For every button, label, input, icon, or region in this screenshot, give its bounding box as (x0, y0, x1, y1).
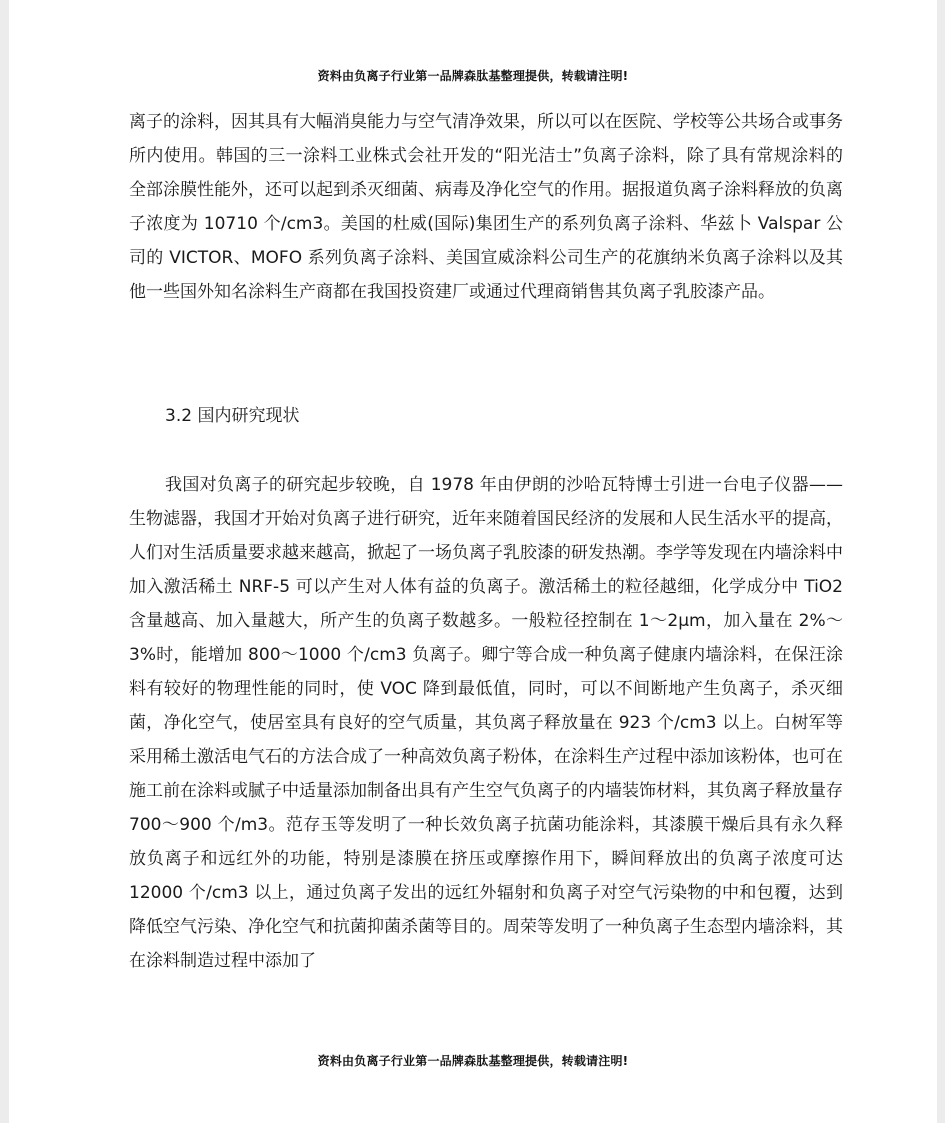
page-header: 资料由负离子行业第一品牌森肽基整理提供，转载请注明! (317, 69, 629, 83)
paragraph-continuation (129, 105, 843, 309)
page-footer: 资料由负离子行业第一品牌森肽基整理提供，转载请注明! (317, 1054, 629, 1068)
paragraph-text: 我国对负离子的研究起步较晚，自 1978 年由伊朗的沙哈瓦特博士引进一台电子仪器——生物滤器，我国才开始对负离子进行研究，近年来随着国民经济的发展和人民生活水平的提高，人们对生活质量要求越来越高，掀起了一场负离子乳胶漆的研发热潮。李学等发现在内墙涂料中加入激活稀土 NRF-5 可以产生对人体有益的负离子。激活稀土的粒径越细，化学成分中 TiO2 含量越高、加入量越大，所产生的负离子数越多。一般粒径控制在 1～2μm，加入量在 2%～3%时，能增加 800～1000 个/cm3 负离子。卿宁等合成一种负离子健康内墙涂料，在保汪涂料有较好的物理性能的同时，使 VOC 降到最低值，同时，可以不间断地产生负离子，杀灭细菌，净化空气，使居室具有良好的空气质量，其负离子释放量在 923 个/cm3 以上。白树军等采用稀土激活电气石的方法合成了一种高效负离子粉体，在涂料生产过程中添加该粉体，也可在施工前在涂料或腻子中适量添加制备出具有产生空气负离子的内墙装饰材料，其负离子释放量存 700～900 个/m3。范存玉等发明了一种长效负离子抗菌功能涂料，其漆膜干燥后具有永久释放负离子和远红外的功能，特别是漆膜在挤压或摩擦作用下，瞬间释放出的负离子浓度可达 12000 个/cm3 以上，通过负离子发出的远红外辐射和负离子对空气污染物的中和包覆，达到降低空气污染、净化空气和抗菌抑菌杀菌等目的。周荣等发明了一种负离子生态型内墙涂料，其在涂料制造过程中添加了 (129, 475, 843, 971)
section-heading: 3.2 国内研究现状 (165, 406, 300, 426)
paragraph-domestic-research (129, 468, 843, 978)
document-page (9, 0, 937, 1123)
paragraph-text: 离子的涂料，因其具有大幅消臭能力与空气清净效果，所以可以在医院、学校等公共场合或事务所内使用。韩国的三一涂料工业株式会社开发的“阳光洁士”负离子涂料，除了具有常规涂料的全部涂膜性能外，还可以起到杀灭细菌、病毒及净化空气的作用。据报道负离子涂料释放的负离子浓度为 10710 个/cm3。美国的杜威(国际)集团生产的系列负离子涂料、华兹卜 Valspar 公司的 VICTOR、MOFO 系列负离子涂料、美国宣威涂料公司生产的花旗纳米负离子涂料以及其他一些国外知名涂料生产商都在我国投资建厂或通过代理商销售其负离子乳胶漆产品。 (129, 112, 843, 302)
